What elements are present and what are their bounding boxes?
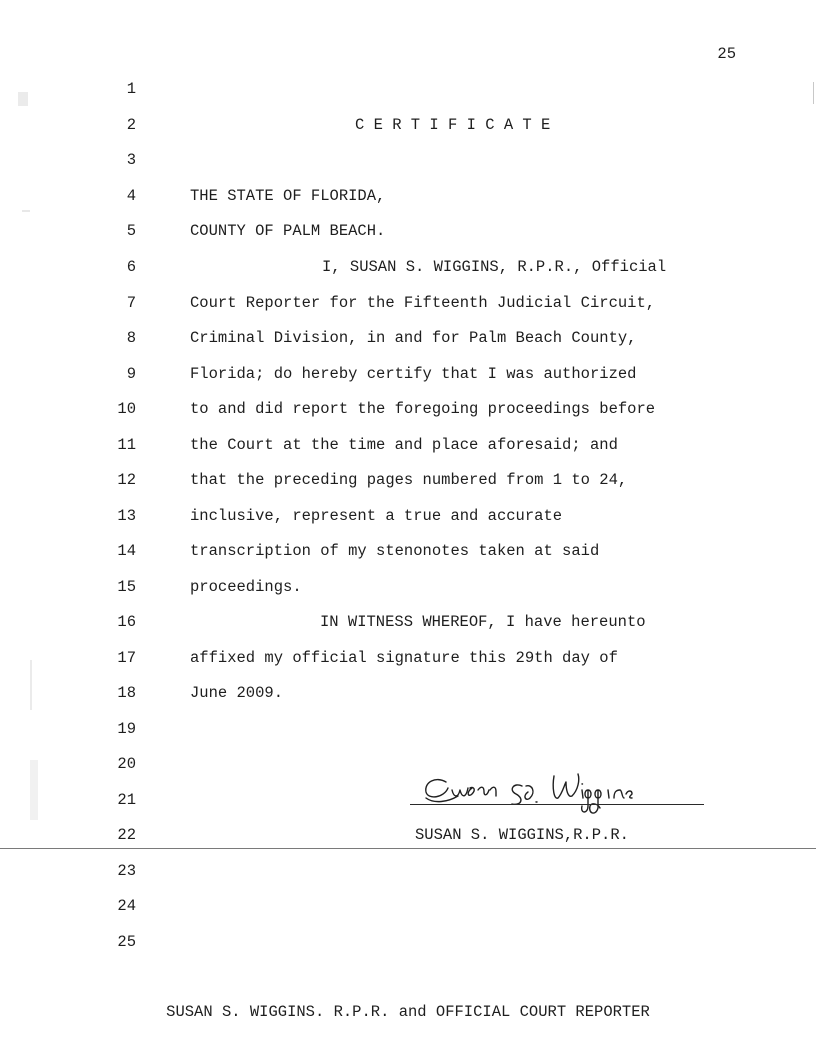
line-number: 9	[126, 365, 136, 383]
line-number: 11	[117, 436, 136, 454]
transcript-line	[0, 507, 816, 529]
line-text: Florida; do hereby certify that I was authorized	[190, 365, 637, 383]
line-number: 15	[117, 578, 136, 596]
line-text: June 2009.	[190, 684, 284, 702]
line-text: transcription of my stenonotes taken at said	[190, 542, 600, 560]
transcript-line	[0, 258, 816, 280]
transcript-line	[0, 471, 816, 493]
transcript-line	[0, 151, 816, 173]
line-text: the Court at the time and place aforesaid; and	[190, 436, 618, 454]
line-number: 2	[126, 116, 136, 134]
transcript-line	[0, 755, 816, 777]
transcript-line	[0, 862, 816, 884]
line-number: 13	[117, 507, 136, 525]
transcript-line	[0, 187, 816, 209]
page-number: 25	[717, 45, 736, 63]
line-text: THE STATE OF FLORIDA,	[190, 187, 386, 205]
transcript-line	[0, 791, 816, 813]
footer-reporter: SUSAN S. WIGGINS. R.P.R. and OFFICIAL COURT REPORTER	[166, 1003, 650, 1021]
scan-speck	[30, 660, 32, 710]
transcript-line	[0, 897, 816, 919]
scan-speck	[18, 92, 28, 106]
line-text: proceedings.	[190, 578, 302, 596]
transcript-line	[0, 578, 816, 600]
transcript-line	[0, 684, 816, 706]
line-number: 18	[117, 684, 136, 702]
signature-line	[410, 804, 704, 805]
line-number: 8	[126, 329, 136, 347]
line-number: 1	[126, 80, 136, 98]
transcript-line	[0, 649, 816, 671]
line-number: 17	[117, 649, 136, 667]
line-number: 6	[126, 258, 136, 276]
handwritten-signature	[418, 768, 678, 830]
line-number: 14	[117, 542, 136, 560]
line-number: 22	[117, 826, 136, 844]
line-number: 12	[117, 471, 136, 489]
line-number: 19	[117, 720, 136, 738]
line-text: affixed my official signature this 29th day of	[190, 649, 618, 667]
transcript-line	[0, 933, 816, 955]
line-text: to and did report the foregoing proceedings before	[190, 400, 656, 418]
line-text: Criminal Division, in and for Palm Beach County,	[190, 329, 637, 347]
line-number: 24	[117, 897, 136, 915]
line-text: Court Reporter for the Fifteenth Judicial Circuit,	[190, 294, 656, 312]
transcript-line	[0, 400, 816, 422]
scan-speck	[30, 760, 38, 820]
line-number: 10	[117, 400, 136, 418]
signer-name: SUSAN S. WIGGINS,R.P.R.	[415, 826, 629, 844]
transcript-line	[0, 294, 816, 316]
line-number: 7	[126, 294, 136, 312]
line-text: I, SUSAN S. WIGGINS, R.P.R., Official	[322, 258, 667, 276]
line-text: IN WITNESS WHEREOF, I have hereunto	[320, 613, 646, 631]
line-text: inclusive, represent a true and accurate	[190, 507, 563, 525]
line-text: that the preceding pages numbered from 1 to 24,	[190, 471, 628, 489]
transcript-line	[0, 222, 816, 244]
line-number: 25	[117, 933, 136, 951]
transcript-line	[0, 720, 816, 742]
line-number: 23	[117, 862, 136, 880]
transcript-line	[0, 613, 816, 635]
certificate-heading: C E R T I F I C A T E	[355, 116, 551, 134]
line-number: 3	[126, 151, 136, 169]
transcript-line	[0, 329, 816, 351]
line-text: COUNTY OF PALM BEACH.	[190, 222, 386, 240]
transcript-line	[0, 116, 816, 138]
line-number: 16	[117, 613, 136, 631]
line-number: 5	[126, 222, 136, 240]
transcript-line	[0, 365, 816, 387]
line-number: 21	[117, 791, 136, 809]
scan-speck	[22, 210, 30, 212]
transcript-line	[0, 80, 816, 102]
line-number: 4	[126, 187, 136, 205]
transcript-line	[0, 826, 816, 848]
scan-artifact-rule	[0, 848, 816, 849]
transcript-line	[0, 542, 816, 564]
transcript-line	[0, 436, 816, 458]
line-number: 20	[117, 755, 136, 773]
